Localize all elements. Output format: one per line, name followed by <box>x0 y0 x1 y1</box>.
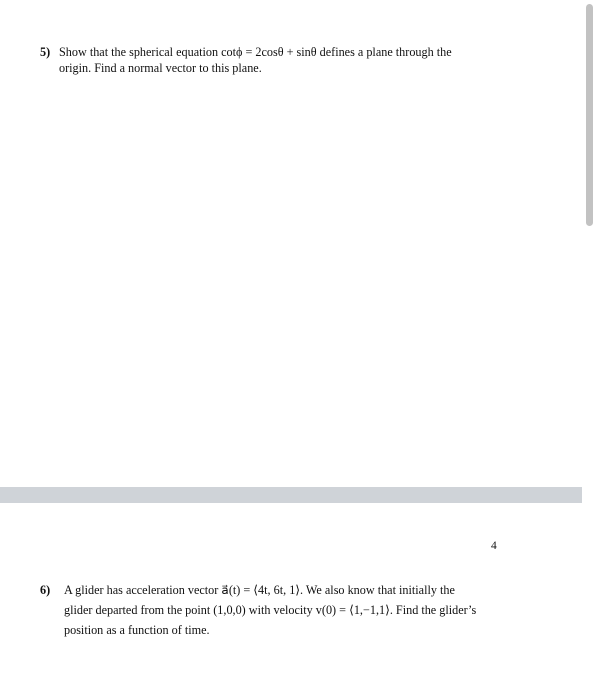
page-number: 4 <box>491 540 497 552</box>
problem-6-number: 6) <box>40 583 51 597</box>
page-gap-divider <box>0 487 582 503</box>
vertical-scrollbar[interactable] <box>582 0 596 700</box>
problem-6-text <box>64 580 476 640</box>
problem-6-line-1: A glider has acceleration vector a⃗(t) = ⟨4t, 6t, 1⟩. We also know that initially the <box>64 583 455 597</box>
problem-5-line-1: Show that the spherical equation cotϕ = 2cosθ + sinθ defines a plane through the <box>59 45 452 59</box>
problem-5-text <box>59 44 452 76</box>
problem-6-line-3: position as a function of time. <box>64 623 210 637</box>
problem-5-number: 5) <box>40 45 51 59</box>
problem-6-line-2: glider departed from the point (1,0,0) with velocity v(0) = ⟨1,−1,1⟩. Find the glider’s <box>64 603 477 617</box>
problem-5-line-2: origin. Find a normal vector to this plane. <box>59 61 262 75</box>
scrollbar-thumb[interactable] <box>586 4 593 226</box>
